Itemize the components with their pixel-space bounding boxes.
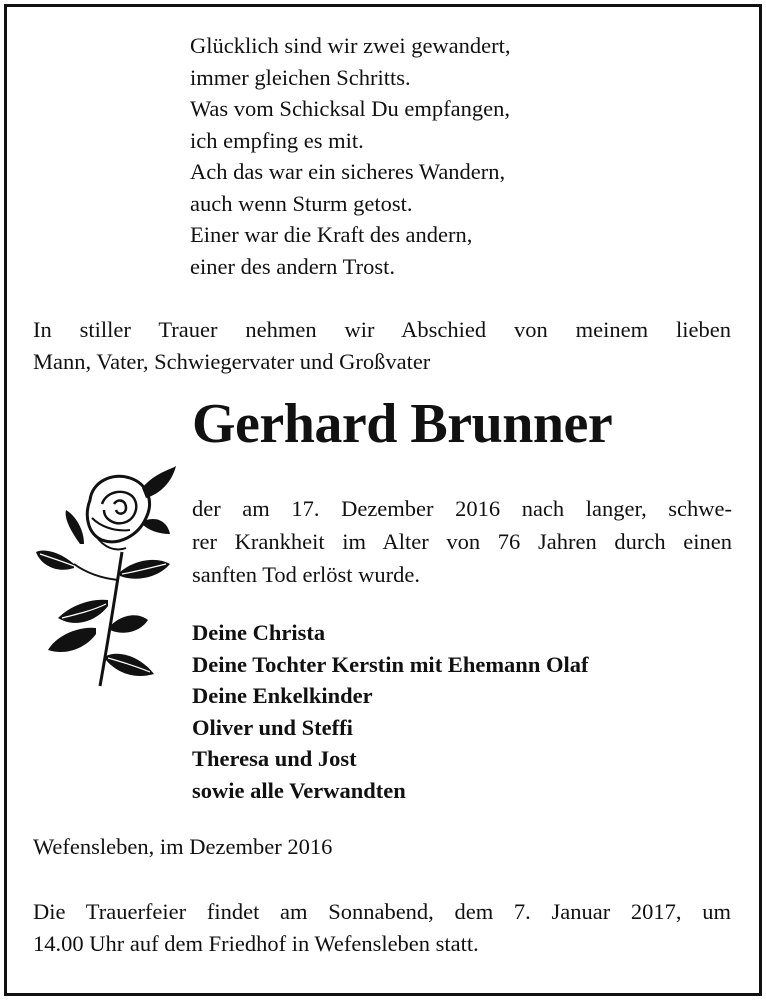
mourner: Theresa und Jost: [192, 746, 357, 771]
mourner: Deine Enkelkinder: [192, 683, 373, 708]
poem-line: Ach das war ein sicheres Wandern,: [190, 159, 506, 184]
place-date: Wefensleben, im Dezember 2016: [33, 834, 333, 859]
details-line: rer Krankheit im Alter von 76 Jahren durch einen: [192, 529, 732, 554]
intro-line: Mann, Vater, Schwiegervater und Großvater: [33, 349, 431, 374]
funeral-line: 14.00 Uhr auf dem Friedhof in Wefensleben statt.: [33, 931, 479, 956]
poem-line: Glücklich sind wir zwei gewandert,: [190, 33, 511, 58]
intro-text: [33, 314, 731, 378]
mourner: Deine Christa: [192, 620, 326, 645]
poem-line: einer des andern Trost.: [190, 253, 395, 279]
mourners-list: [192, 617, 588, 806]
death-details: [192, 492, 732, 591]
mourner: sowie alle Verwandten: [192, 777, 406, 803]
poem-line: ich empfing es mit.: [190, 127, 364, 153]
rose-icon: [30, 460, 180, 690]
funeral-line: Die Trauerfeier findet am Sonnabend, dem 7. Januar 2017, um: [33, 899, 731, 924]
details-line: sanften Tod erlöst wurde.: [192, 562, 420, 587]
deceased-name: Gerhard Brunner: [192, 393, 613, 455]
poem-line: Einer war die Kraft des andern,: [190, 222, 473, 247]
funeral-info: [33, 896, 731, 960]
mourner: Oliver und Steffi: [192, 714, 353, 740]
poem: [190, 30, 511, 282]
intro-line: In stiller Trauer nehmen wir Abschied von meinem lieben: [33, 317, 731, 342]
poem-line: auch wenn Sturm getost.: [190, 190, 413, 216]
details-line: der am 17. Dezember 2016 nach langer, schwe-: [192, 496, 732, 521]
mourner: Deine Tochter Kerstin mit Ehemann Olaf: [192, 651, 589, 677]
poem-line: immer gleichen Schritts.: [190, 64, 411, 90]
poem-line: Was vom Schicksal Du empfangen,: [190, 96, 510, 121]
